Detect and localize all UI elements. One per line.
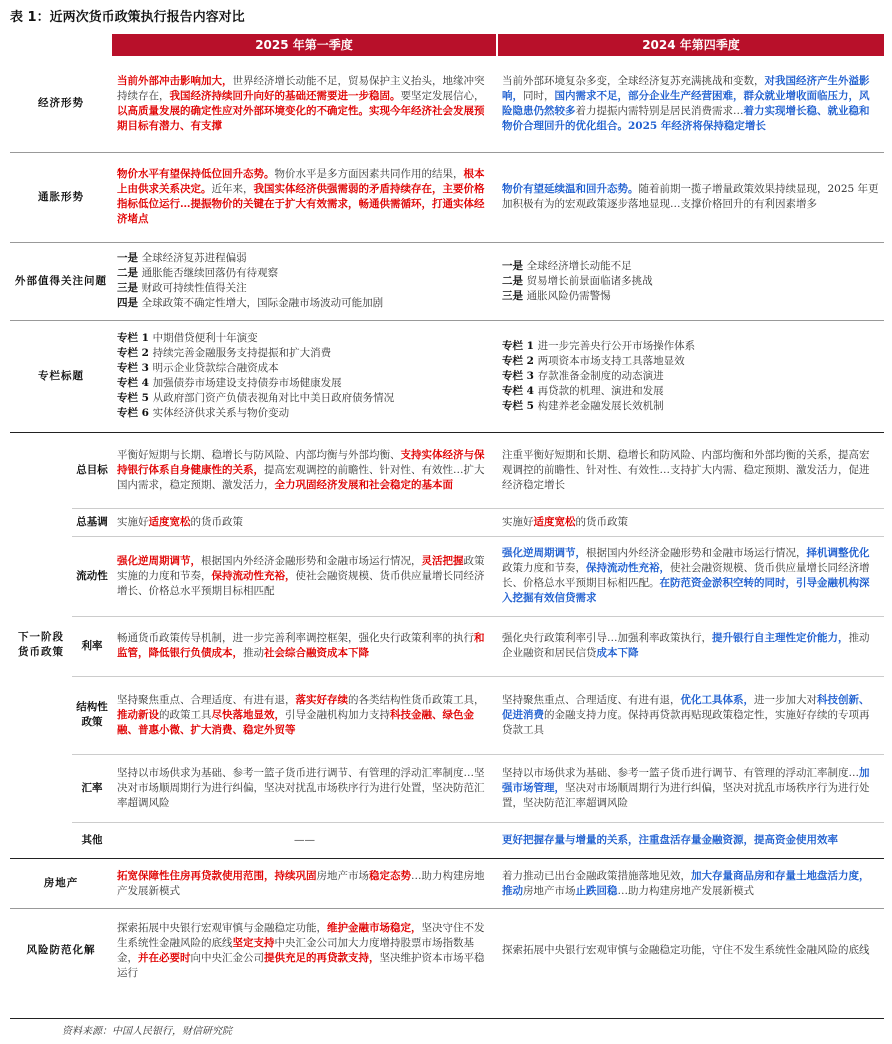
liquidity-q1 — [112, 536, 497, 616]
text-segment: 平衡好短期与长期、稳增长与防风险、内部均衡与外部均衡、 — [117, 448, 401, 461]
text-segment: 坚持聚焦重点、合理适度、有进有退， — [117, 693, 296, 706]
text-segment: 保持流动性充裕， — [211, 569, 296, 582]
text-segment: 以高质量发展的确定性应对外部环境变化的不确定性。 — [117, 104, 369, 117]
text-segment: 物价水平是多方面因素共同作用的结果， — [274, 168, 464, 180]
list-item — [117, 296, 492, 311]
text-segment: 推动企业融资和居民信贷 — [502, 632, 870, 659]
list-item-number: 专栏 4 — [117, 377, 153, 389]
goal-q1 — [112, 432, 497, 508]
row-label-columns: 专栏标题 — [10, 320, 112, 432]
risk-q4 — [497, 909, 884, 993]
text-segment: 拓宽保障性住房再贷款使用范围，持续巩固 — [117, 869, 317, 882]
text-segment: 坚决维护资本市场平稳运行 — [117, 951, 485, 979]
text-segment: 强化央行政策利率引导…加强利率政策执行， — [502, 632, 712, 644]
text-segment: 根本上由供求关系决定。 — [117, 168, 485, 195]
list-item — [502, 354, 879, 369]
rate-q4 — [497, 616, 884, 676]
list-item-number: 专栏 5 — [117, 392, 153, 404]
text-segment: 探索拓展中央银行宏观审慎与金融稳定功能， — [117, 921, 327, 934]
sub-row-label: 利率 — [72, 616, 112, 676]
text-segment: 坚定支持 — [232, 936, 275, 949]
fx-q4 — [497, 754, 884, 822]
text-segment: 优化工具体系， — [680, 693, 754, 706]
comparison-table — [10, 34, 884, 993]
list-item — [502, 339, 879, 354]
text-segment: 房地产市场 — [523, 884, 576, 897]
list-item — [117, 406, 492, 421]
text-segment: 坚持聚焦重点、合理适度、有进有退， — [502, 693, 681, 706]
row-label-risk: 风险防范化解 — [10, 909, 112, 993]
header-q4-2024: 2024 年第四季度 — [497, 34, 884, 56]
real-estate-q4 — [497, 859, 884, 909]
text-segment: 同时， — [523, 89, 555, 102]
list-item-text: 持续完善金融服务支持提振和扩大消费 — [152, 347, 332, 359]
text-segment: 坚决对市场顺周期行为进行纠偏，坚决对扰乱市场秩序行为进行处置，坚决防范汇率超调风险 — [502, 781, 870, 809]
list-item-number: 一是 — [502, 259, 527, 272]
tone-q4 — [497, 508, 884, 536]
list-item — [117, 251, 492, 266]
text-segment: 科技创新、促进消费 — [502, 693, 870, 721]
fx-q1 — [112, 754, 497, 822]
text-segment: 世界经济增长动能不足，贸易保护主义抬头，地缘冲突持续存在， — [117, 74, 485, 102]
text-segment: 我国实体经济供强需弱的矛盾持续存在，主要价格指标低位运行…提振物价的关键在于扩大有效需求，畅通供需循环，打通实体经济堵点 — [117, 183, 485, 225]
text-segment: 坚持以市场供求为基础、参考一篮子货币进行调节、有管理的浮动汇率制度… — [502, 766, 859, 779]
list-item-number: 专栏 3 — [502, 369, 538, 382]
text-segment: 我国经济持续回升向好的基础还需要进一步稳固。 — [169, 89, 401, 102]
econ-q4 — [497, 56, 884, 152]
goal-q4 — [497, 432, 884, 508]
row-label-inflation: 通胀形势 — [10, 152, 112, 242]
source-note: 资料来源：中国人民银行，财信研究院 — [62, 1026, 232, 1037]
sub-row-label: 其他 — [72, 822, 112, 858]
text-segment: 探索拓展中央银行宏观审慎与金融稳定功能，守住不发生系统性金融风险的底线 — [502, 944, 870, 957]
text-segment: 实施好 — [502, 515, 534, 528]
list-item-text: 两项资本市场支持工具落地显效 — [537, 354, 685, 367]
list-item-number: 专栏 3 — [117, 362, 153, 374]
list-item — [502, 259, 879, 274]
text-segment: 物价水平有望保持低位回升态势。 — [117, 168, 275, 180]
list-item — [502, 274, 879, 289]
text-segment: 的各类结构性货币政策工具， — [348, 693, 485, 706]
text-segment: 随着前期一揽子增量政策效果持续显现，2025 年更加积极有为的宏观政策逐步落地显现…支撑价格回升的有利因素增多 — [502, 183, 879, 210]
list-item — [117, 266, 492, 281]
text-segment: 中央汇金公司加大力度增持股票市场指数基金， — [117, 936, 474, 964]
text-segment: 科技金融、绿色金融、普惠小微、扩大消费、稳定外贸等 — [117, 708, 474, 736]
text-segment: 着力推动已出台金融政策措施落地见效， — [502, 869, 691, 882]
text-segment: 的金融支持力度。保持再贷款再贴现政策稳定性，实施好存续的专项再贷款工具 — [502, 708, 870, 736]
list-item-text: 构建养老金融发展长效机制 — [537, 399, 664, 412]
list-item — [502, 289, 879, 304]
list-item-number: 四是 — [117, 297, 142, 309]
text-segment: 当前外部冲击影响加大， — [117, 74, 233, 87]
sub-row-label: 流动性 — [72, 536, 112, 616]
list-item-number: 专栏 1 — [502, 339, 538, 352]
list-item-number: 专栏 6 — [117, 407, 153, 419]
text-segment: 择机调整优化 — [806, 547, 870, 559]
list-item-number: 专栏 4 — [502, 384, 538, 397]
text-segment: 使社会融资规模、货币供应量增长同经济增长、价格总水平预期目标相匹配 — [117, 569, 485, 597]
text-segment: 进一步加大对 — [754, 693, 817, 706]
text-segment: 的政策工具 — [159, 708, 212, 721]
text-segment: 物价有望延续温和回升态势。 — [502, 183, 639, 195]
list-item-number: 三是 — [117, 282, 142, 294]
inflation-q1 — [112, 152, 497, 242]
table-caption: 表 1：近两次货币政策执行报告内容对比 — [10, 10, 245, 25]
list-item-text: 进一步完善央行公开市场操作体系 — [537, 339, 696, 352]
list-item-number: 专栏 2 — [502, 354, 538, 367]
text-segment: 全力巩固经济发展和社会稳定的基本面 — [274, 478, 453, 491]
row-label-econ: 经济形势 — [38, 97, 84, 110]
text-segment: 的货币政策 — [190, 515, 243, 528]
text-segment: 更好把握存量与增量的关系，注重盘活存量金融资源，提高资金使用效率 — [502, 833, 838, 846]
text-segment: 提供充足的再贷款支持， — [264, 951, 380, 964]
columns-q4 — [497, 320, 884, 432]
text-segment: 稳定态势 — [369, 869, 411, 882]
text-segment: 成本下降 — [596, 647, 639, 659]
list-item-text: 从政府部门资产负债表视角对比中美日政府债务情况 — [152, 392, 395, 404]
rate-q1 — [112, 616, 497, 676]
text-segment: 畅通货币政策传导机制，进一步完善利率调控框架，强化央行政策利率的执行 — [117, 632, 474, 644]
list-item — [117, 361, 492, 376]
text-segment: 维护金融市场稳定， — [327, 921, 422, 934]
sub-row-label: 汇率 — [72, 754, 112, 822]
list-item-text: 财政可持续性值得关注 — [141, 282, 247, 294]
liquidity-q4 — [497, 536, 884, 616]
text-segment: 国内需求不足，部分企业生产经营困难，群众就业增收面临压力，风险隐患仍然较多 — [502, 89, 870, 117]
list-item-number: 专栏 1 — [117, 332, 153, 344]
list-item — [502, 369, 879, 384]
text-segment: 实施好 — [117, 515, 149, 528]
list-item-text: 通胀能否继续回落仍有待观察 — [141, 267, 279, 279]
sub-row-label: 总目标 — [72, 432, 112, 508]
text-segment: 尽快落地显效， — [211, 708, 285, 721]
list-item — [117, 331, 492, 346]
text-segment: 支持实体经济与保持银行体系自身健康性的关系， — [117, 448, 485, 476]
external-q4 — [497, 242, 884, 320]
text-segment: 近年来， — [211, 183, 254, 195]
list-item-text: 贸易增长前景面临诸多挑战 — [526, 274, 653, 287]
row-label-next-policy: 下一阶段货币政策 — [10, 432, 72, 859]
list-item-number: 二是 — [502, 274, 527, 287]
list-item-text: 全球经济复苏进程偏弱 — [141, 252, 247, 264]
list-item-number: 专栏 2 — [117, 347, 153, 359]
text-segment: 向中央汇金公司 — [190, 951, 264, 964]
text-segment: 坚决守住不发生系统性金融风险的底线 — [117, 921, 485, 949]
text-segment: 并在必要时 — [138, 951, 191, 964]
text-segment: 着力提振内需特别是居民消费需求… — [575, 104, 744, 117]
text-segment: 适度宽松 — [533, 515, 576, 528]
text-segment: 使社会融资规模、货币供应量增长同经济增长、价格总水平预期目标相匹配。 — [502, 562, 870, 589]
text-segment: …助力构建房地产发展新模式 — [117, 869, 485, 897]
text-segment: 注重平衡好短期和长期、稳增长和防风险、内部均衡和外部均衡的关系，提高宏观调控的前瞻性、针对性、有效性…支持扩大内需、稳定预期、激发活力，促进经济稳定增长 — [502, 448, 870, 491]
text-segment: 落实好存续 — [295, 693, 348, 706]
external-q1 — [112, 242, 497, 320]
text-segment: 保持流动性充裕， — [586, 562, 670, 574]
text-segment: 根据国内外经济金融形势和金融市场运行情况， — [201, 554, 422, 567]
econ-q1 — [112, 56, 497, 152]
text-segment: 推动新设 — [117, 708, 159, 721]
list-item — [117, 376, 492, 391]
row-label-real-estate: 房地产 — [10, 859, 112, 909]
list-item-text: 存款准备金制度的动态演进 — [537, 369, 664, 382]
text-segment: 着力实现增长稳、就业稳和物价合理回升的优化组合。2025 年经济将保持稳定增长 — [502, 104, 870, 132]
row-label-external: 外部值得关注问题 — [10, 242, 112, 320]
list-item — [502, 399, 879, 414]
list-item — [117, 391, 492, 406]
list-item-text: 中期借贷便利十年演变 — [152, 332, 258, 344]
list-item-text: 实体经济供求关系与物价变动 — [152, 407, 290, 419]
text-segment: 适度宽松 — [148, 515, 191, 528]
text-segment: 实现今年经济社会发展预期目标有潜力、有支撑 — [117, 104, 485, 132]
list-item-number: 三是 — [502, 289, 527, 302]
text-segment: 要坚定发展信心， — [400, 89, 485, 102]
sub-row-label: 总基调 — [72, 508, 112, 536]
text-segment: 加强市场管理， — [502, 766, 870, 794]
list-item-text: 通胀风险仍需警惕 — [526, 289, 611, 302]
inflation-q4 — [497, 152, 884, 242]
list-item-text: 全球政策不确定性增大，国际金融市场波动可能加剧 — [141, 297, 384, 309]
text-segment: 提高宏观调控的前瞻性、针对性、有效性…扩大国内需求，稳定预期、激发活力， — [117, 463, 485, 491]
risk-q1 — [112, 909, 497, 993]
text-segment: 灵活把握 — [421, 554, 464, 567]
tone-q1 — [112, 508, 497, 536]
text-segment: 房地产市场 — [316, 869, 369, 882]
text-segment: 社会综合融资成本下降 — [264, 647, 369, 659]
text-segment: 政策力度和节奏， — [502, 562, 586, 574]
text-segment: 坚持以市场供求为基础、参考一篮子货币进行调节、有管理的浮动汇率制度…坚决对市场顺周期行为进行纠偏，坚决对扰乱市场秩序行为进行处置，坚决防范汇率超调风险 — [117, 766, 485, 809]
list-item — [502, 384, 879, 399]
sub-row-label: 结构性政策 — [72, 676, 112, 754]
text-segment: 止跌回稳 — [575, 884, 618, 897]
header-q1-2025: 2025 年第一季度 — [112, 34, 497, 56]
list-item-text: 加强债券市场建设支持债券市场健康发展 — [152, 377, 342, 389]
other-q1: —— — [112, 822, 497, 858]
columns-q1 — [112, 320, 497, 432]
real-estate-q1 — [112, 859, 497, 909]
list-item-number: 专栏 5 — [502, 399, 538, 412]
text-segment: 当前外部环境复杂多变，全球经济复苏充满挑战和变数， — [502, 74, 765, 87]
text-segment: 的货币政策 — [575, 515, 628, 528]
text-segment: 强化逆周期调节， — [502, 547, 586, 559]
text-segment: 根据国内外经济金融形势和金融市场运行情况， — [586, 547, 807, 559]
list-item-text: 再贷款的机理、演进和发展 — [537, 384, 664, 397]
list-item — [117, 281, 492, 296]
other-q4 — [497, 822, 884, 858]
list-item-number: 二是 — [117, 267, 142, 279]
text-segment: …助力构建房地产发展新模式 — [617, 884, 754, 897]
text-segment: 和监管，降低银行负债成本， — [117, 632, 485, 659]
text-segment: 对我国经济产生外溢影响， — [502, 74, 870, 102]
list-item — [117, 346, 492, 361]
structural-q1 — [112, 676, 497, 754]
text-segment: 强化逆周期调节， — [117, 554, 201, 567]
text-segment: 推动 — [243, 647, 264, 659]
list-item-text: 全球经济增长动能不足 — [526, 259, 632, 272]
list-item-number: 一是 — [117, 252, 142, 264]
text-segment: 提升银行自主理性定价能力， — [712, 632, 849, 644]
text-segment: 在防范资金淤积空转的同时，引导金融机构深入挖掘有效信贷需求 — [502, 577, 870, 604]
text-segment: 引导金融机构加力支持 — [285, 708, 390, 721]
text-segment: 政策实施的力度和节奏， — [117, 554, 485, 582]
structural-q4 — [497, 676, 884, 754]
list-item-text: 明示企业贷款综合融资成本 — [152, 362, 279, 374]
text-segment: 加大存量商品房和存量土地盘活力度，推动 — [502, 869, 870, 897]
